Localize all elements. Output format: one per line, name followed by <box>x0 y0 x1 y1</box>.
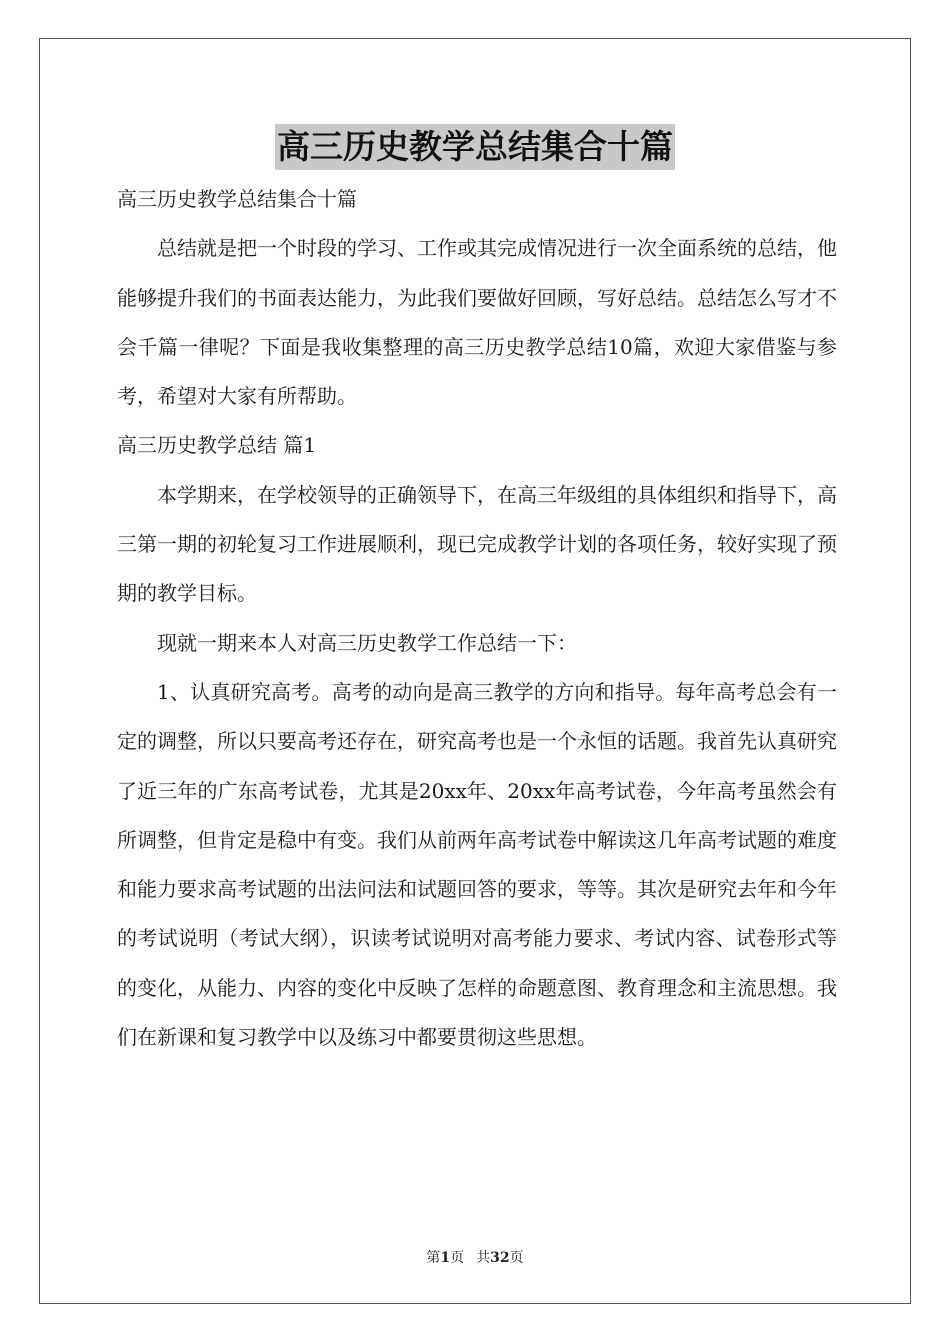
paragraph: 本学期来，在学校领导的正确领导下，在高三年级组的具体组织和指导下，高三第一期的初轮复习工作进展顺利，现已完成教学计划的各项任务，较好实现了预期的教学目标。 <box>117 482 837 606</box>
paragraph: 高三历史教学总结集合十篇 <box>117 187 357 211</box>
title-container <box>0 124 950 170</box>
paragraph: 总结就是把一个时段的学习、工作或其完成情况进行一次全面系统的总结，他能够提升我们的书面表达能力，为此我们要做好回顾，写好总结。总结怎么写才不会千篇一律呢？下面是我收集整理的高三历史教学总结10篇，欢迎大家借鉴与参考，希望对大家有所帮助。 <box>117 236 837 409</box>
document-body <box>117 175 837 1062</box>
footer-page-prefix: 第 <box>426 1250 441 1266</box>
footer-page-number: 1 <box>440 1250 451 1266</box>
page-footer <box>0 1247 950 1267</box>
document-title: 高三历史教学总结集合十篇 <box>275 124 675 170</box>
footer-total-suffix: 页 <box>509 1250 524 1266</box>
section-heading: 高三历史教学总结 篇1 <box>117 433 317 458</box>
footer-total-prefix: 共 <box>476 1250 491 1266</box>
footer-total-pages: 32 <box>490 1250 510 1266</box>
paragraph: 现就一期来本人对高三历史教学工作总结一下： <box>157 630 577 655</box>
paragraph: 1、认真研究高考。高考的动向是高三教学的方向和指导。每年高考总会有一定的调整，所以只要高考还存在，研究高考也是一个永恒的话题。我首先认真研究了近三年的广东高考试卷，尤其是20xx年、20xx年高考试卷，今年高考虽然会有所调整，但肯定是稳中有变。我们从前两年高考试卷中解读这几年高考试题的难度和能力要求高考试题的出法问法和试题回答的要求，等等。其次是研究去年和今年的考试说明（考试大纲），识读考试说明对高考能力要求、考试内容、试卷形式等的变化，从能力、内容的变化中反映了怎样的命题意图、教育理念和主流思想。我们在新课和复习教学中以及练习中都要贯彻这些思想。 <box>117 679 837 1050</box>
footer-page-suffix: 页 <box>450 1250 465 1266</box>
